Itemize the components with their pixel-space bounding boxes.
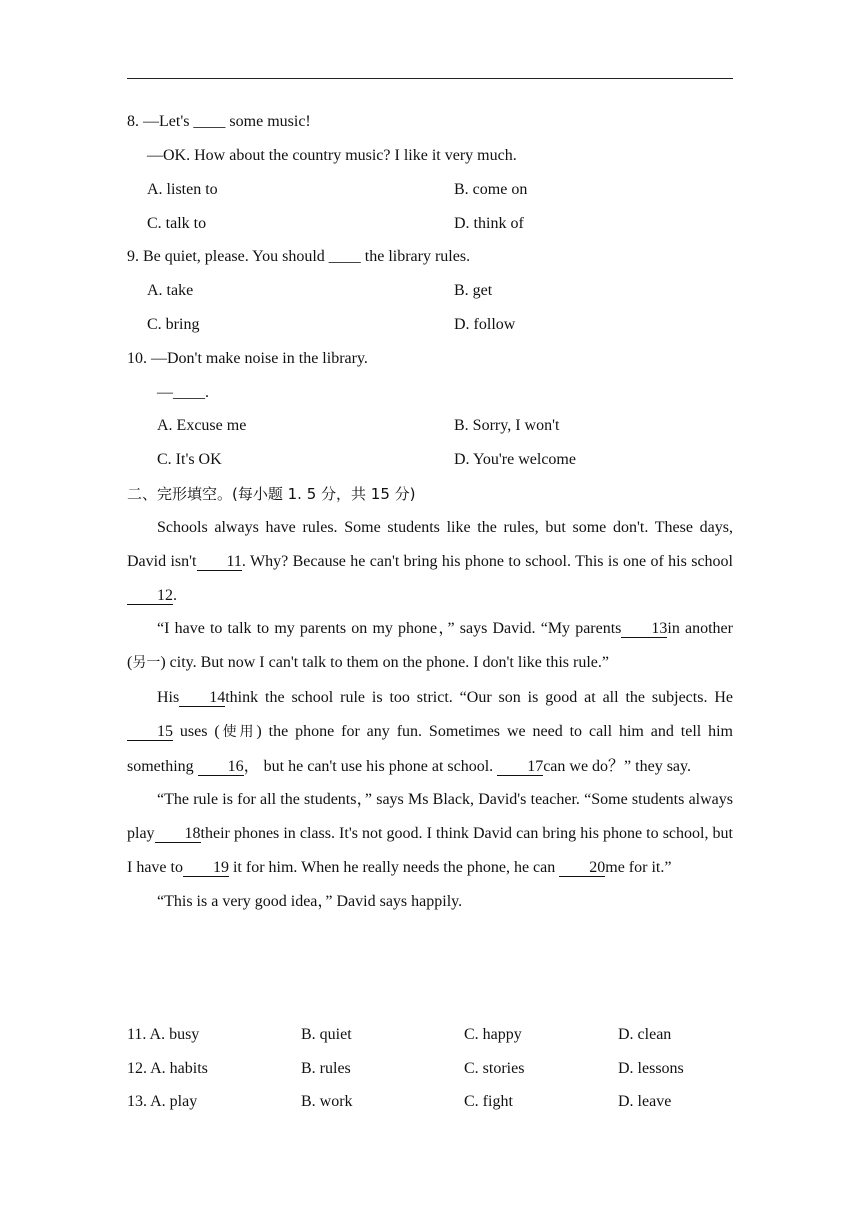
question-8-option-c[interactable]: C. talk to: [147, 215, 207, 232]
choice-13-a[interactable]: 13. A. play: [127, 1093, 198, 1110]
question-10-option-b[interactable]: B. Sorry, I won't: [454, 417, 560, 434]
blank-12[interactable]: 12: [127, 587, 173, 605]
question-8-option-b[interactable]: B. come on: [454, 181, 528, 198]
question-9-option-d[interactable]: D. follow: [454, 316, 516, 333]
question-8-option-a[interactable]: A. listen to: [147, 181, 218, 198]
question-10-option-a[interactable]: A. Excuse me: [157, 417, 247, 434]
choice-12-d[interactable]: D. lessons: [618, 1060, 684, 1077]
blank-18[interactable]: 18: [155, 825, 201, 843]
choice-12-b[interactable]: B. rules: [301, 1060, 351, 1077]
question-10-option-d[interactable]: D. You're welcome: [454, 451, 576, 468]
blank-15[interactable]: 15: [127, 723, 173, 741]
question-10-reply: —____.: [157, 384, 209, 401]
blank-13[interactable]: 13: [621, 620, 667, 638]
question-10-option-c[interactable]: C. It's OK: [157, 451, 222, 468]
blank-11[interactable]: 11: [197, 553, 242, 571]
passage: [127, 511, 733, 919]
choice-11-a[interactable]: 11. A. busy: [127, 1026, 200, 1043]
question-9-option-b[interactable]: B. get: [454, 282, 493, 299]
choice-11-b[interactable]: B. quiet: [301, 1026, 352, 1043]
question-8-option-d[interactable]: D. think of: [454, 215, 524, 232]
choice-13-c[interactable]: C. fight: [464, 1093, 513, 1110]
question-10-stem: 10. —Don't make noise in the library.: [127, 350, 368, 367]
question-8-stem: 8. —Let's ____ some music!: [127, 113, 311, 130]
section-title: 二、完形填空。(每小题 1. 5 分，共 15 分): [127, 485, 416, 503]
blank-20[interactable]: 20: [559, 859, 605, 877]
blank-17[interactable]: 17: [497, 758, 543, 776]
blank-14[interactable]: 14: [179, 689, 225, 707]
passage-paragraph-5: “This is a very good idea，” David says happily.: [157, 892, 463, 910]
blank-16[interactable]: 16: [198, 758, 244, 776]
choice-13-b[interactable]: B. work: [301, 1093, 353, 1110]
choice-12-c[interactable]: C. stories: [464, 1060, 525, 1077]
passage-paragraph-1: Schools always have rules. Some students like the rules, but some don't. These days, David isn't 11. Why? Because he can't bring his phone to school. This is one of his school12.: [127, 519, 733, 604]
question-8-reply: —OK. How about the country music? I like it very much.: [147, 147, 517, 164]
passage-paragraph-3: His 14think the school rule is too strict. “Our son is good at all the subjects. He15 uses (使用) the phone for any fun. Sometimes we need to call him and tell him something 16， but he can't use his phone at school. 17can we do？” they say.: [127, 688, 733, 775]
passage-paragraph-2: “I have to talk to my parents on my phone，” says David. “My parents 13in another (另一) city. But now I can't talk to them on the phone. I don't like this rule.”: [127, 620, 733, 672]
question-9-option-c[interactable]: C. bring: [147, 316, 200, 333]
question-9-option-a[interactable]: A. take: [147, 282, 194, 299]
choice-11-d[interactable]: D. clean: [618, 1026, 672, 1043]
blank-19[interactable]: 19: [183, 859, 229, 877]
question-9-stem: 9. Be quiet, please. You should ____ the library rules.: [127, 248, 471, 265]
header-rule: [127, 78, 733, 79]
choice-13-d[interactable]: D. leave: [618, 1093, 672, 1110]
choice-12-a[interactable]: 12. A. habits: [127, 1060, 208, 1077]
choice-11-c[interactable]: C. happy: [464, 1026, 522, 1043]
passage-paragraph-4: “The rule is for all the students，” says Ms Black, David's teacher. “Some students always play 18their phones in class. It's not good. I think David can bring his phone to school, but I have to 19 it for him. When he really needs the phone, he can 20me for it.”: [127, 791, 733, 876]
